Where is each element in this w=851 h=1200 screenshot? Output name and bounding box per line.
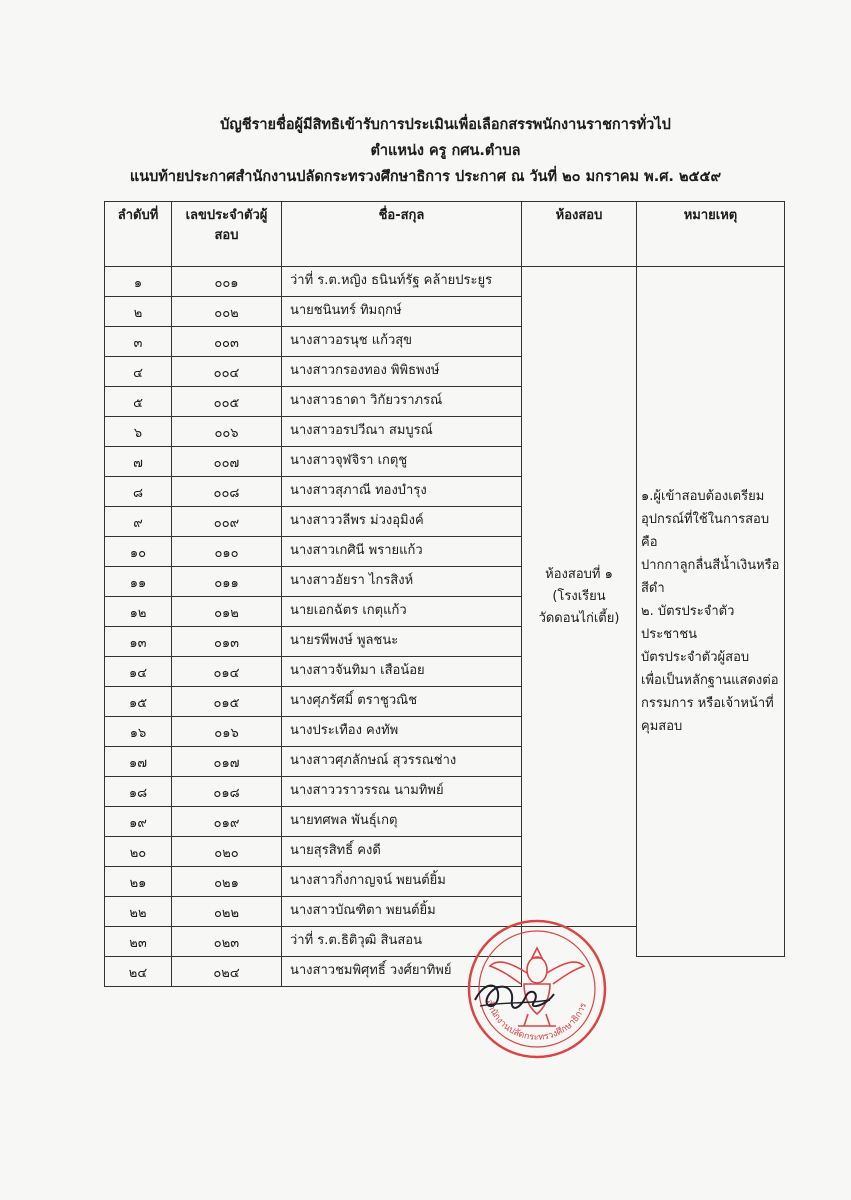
row-number: ๑๔ [105,657,172,687]
remark-line: บัตรประจำตัวผู้สอบ [641,650,750,665]
candidate-name: นางสาวธาดา วิกัยวราภรณ์ [282,387,522,417]
candidate-name: นางประเทือง คงทัพ [282,717,522,747]
candidate-code: ๐๑๕ [172,687,282,717]
document-header [0,112,851,190]
row-number: ๑ [105,267,172,297]
row-number: ๓ [105,327,172,357]
remark-line: อุปกรณ์ที่ใช้ในการสอบ คือ [641,512,770,550]
candidate-code: ๐๒๒ [172,897,282,927]
row-number: ๑๖ [105,717,172,747]
signature-mark [470,970,560,1020]
candidate-code: ๐๑๒ [172,597,282,627]
row-number: ๒๒ [105,897,172,927]
seal-text: สำนักงานปลัดกระทรวงศึกษาธิการ [483,998,590,1043]
remark-line: ๒. บัตรประจำตัวประชาชน [641,604,735,642]
candidate-code: ๐๐๙ [172,507,282,537]
candidate-code: ๐๒๓ [172,927,282,957]
candidate-name: นายทศพล พันธุ์เกตุ [282,807,522,837]
row-number: ๗ [105,447,172,477]
row-number: ๑๕ [105,687,172,717]
row-number: ๘ [105,477,172,507]
candidate-name: นายเอกฉัตร เกตุแก้ว [282,597,522,627]
candidate-code: ๐๐๘ [172,477,282,507]
candidate-code: ๐๑๔ [172,657,282,687]
candidate-code: ๐๐๖ [172,417,282,447]
exam-room-text: วัดดอนไก่เตี้ย) [538,610,620,626]
remarks-cell [637,267,785,957]
row-number: ๑๒ [105,597,172,627]
remark-line: ๑.ผู้เข้าสอบต้องเตรียม [641,489,765,504]
candidate-code: ๐๑๘ [172,777,282,807]
exam-room-text: ห้องสอบที่ ๑ [545,566,613,582]
candidate-name: นางสาวสุภาณี ทองบำรุง [282,477,522,507]
table-row [105,957,785,987]
row-number: ๙ [105,507,172,537]
header-position: ตำแหน่ง ครู กศน.ตำบล [370,143,521,159]
candidate-code: ๐๐๒ [172,297,282,327]
row-number: ๕ [105,387,172,417]
candidate-table [104,201,785,987]
col-header-note: หมายเหตุ [637,202,785,267]
col-header-name: ชื่อ-สกุล [282,202,522,267]
candidate-code: ๐๑๗ [172,747,282,777]
candidate-name: นายชนินทร์ ทิมฤกษ์ [282,297,522,327]
exam-room-text: (โรงเรียน [552,588,606,604]
candidate-name: นางสาวบัณฑิตา พยนต์ยิ้ม [282,897,522,927]
remark-line: คุมสอบ [641,719,683,734]
candidate-name: นางสาวจุฬจิรา เกตุชู [282,447,522,477]
candidate-name: นางสาวศุภลักษณ์ สุวรรณช่าง [282,747,522,777]
candidate-code: ๐๐๑ [172,267,282,297]
row-number: ๑๑ [105,567,172,597]
candidate-name: นายสุรสิทธิ์ คงดี [282,837,522,867]
row-number: ๖ [105,417,172,447]
candidate-name: นางสาวกิ่งกาญจน์ พยนต์ยิ้ม [282,867,522,897]
candidate-code: ๐๐๕ [172,387,282,417]
candidate-code: ๐๒๐ [172,837,282,867]
candidate-name: นายรพีพงษ์ พูลชนะ [282,627,522,657]
candidate-code: ๐๑๖ [172,717,282,747]
candidate-name: นางสาววลีพร ม่วงอุมิงค์ [282,507,522,537]
candidate-name: นางสาวอัยรา ไกรสิงห์ [282,567,522,597]
row-number: ๑๐ [105,537,172,567]
candidate-name: ว่าที่ ร.ต.หญิง ธนินท์รัฐ คล้ายประยูร [282,267,522,297]
remark-line: เพื่อเป็นหลักฐานแสดงต่อ [641,673,779,688]
candidate-code: ๐๑๐ [172,537,282,567]
row-number: ๒ [105,297,172,327]
row-number: ๑๓ [105,627,172,657]
header-title: บัญชีรายชื่อผู้มีสิทธิเข้ารับการประเมินเพื่อเลือกสรรพนักงานราชการทั่วไป [220,117,671,133]
row-number: ๔ [105,357,172,387]
row-number: ๒๐ [105,837,172,867]
exam-room-cell [522,267,637,927]
table-row [105,267,785,297]
candidate-name: นางสาวอรปวีณา สมบูรณ์ [282,417,522,447]
candidate-code: ๐๑๑ [172,567,282,597]
candidate-code: ๐๐๗ [172,447,282,477]
candidate-name: ว่าที่ ร.ต.ธิติวุฒิ สินสอน [282,927,522,957]
remark-line: ปากกาลูกลื่นสีน้ำเงินหรือ [641,558,780,573]
row-number: ๑๗ [105,747,172,777]
candidate-name: นางสาวเกศินี พรายแก้ว [282,537,522,567]
row-number: ๒๔ [105,957,172,987]
table-body [105,267,785,987]
candidate-code: ๐๐๓ [172,327,282,357]
row-number: ๑๘ [105,777,172,807]
candidate-name: นางสาวกรองทอง พิพิธพงษ์ [282,357,522,387]
remark-line: สีดำ [641,581,665,596]
candidate-name: นางสาวอรนุช แก้วสุข [282,327,522,357]
col-header-room: ห้องสอบ [522,202,637,267]
col-header-no: ลำดับที่ [105,202,172,267]
candidate-name: นางศุภรัศมิ์ ตราชูวณิช [282,687,522,717]
col-header-code: เลขประจำตัวผู้สอบ [172,202,282,267]
row-number: ๒๓ [105,927,172,957]
candidate-name: นางสาวจันทิมา เสือน้อย [282,657,522,687]
candidate-code: ๐๑๙ [172,807,282,837]
row-number: ๑๙ [105,807,172,837]
candidate-code: ๐๒๔ [172,957,282,987]
candidate-code: ๐๐๔ [172,357,282,387]
candidate-name: นางสาวชมพิศุทธิ์ วงศ์ยาทิพย์ [282,957,522,987]
candidate-code: ๐๑๓ [172,627,282,657]
candidate-code: ๐๒๑ [172,867,282,897]
empty-cell [637,957,785,987]
candidate-name: นางสาววราวรรณ นามทิพย์ [282,777,522,807]
remark-line: กรรมการ หรือเจ้าหน้าที่ [641,696,774,711]
row-number: ๒๑ [105,867,172,897]
header-reference: แนบท้ายประกาศสำนักงานปลัดกระทรวงศึกษาธิการ ประกาศ ณ วันที่ ๒๐ มกราคม พ.ศ. ๒๕๕๙ [129,169,722,185]
table-header-row [105,202,785,267]
